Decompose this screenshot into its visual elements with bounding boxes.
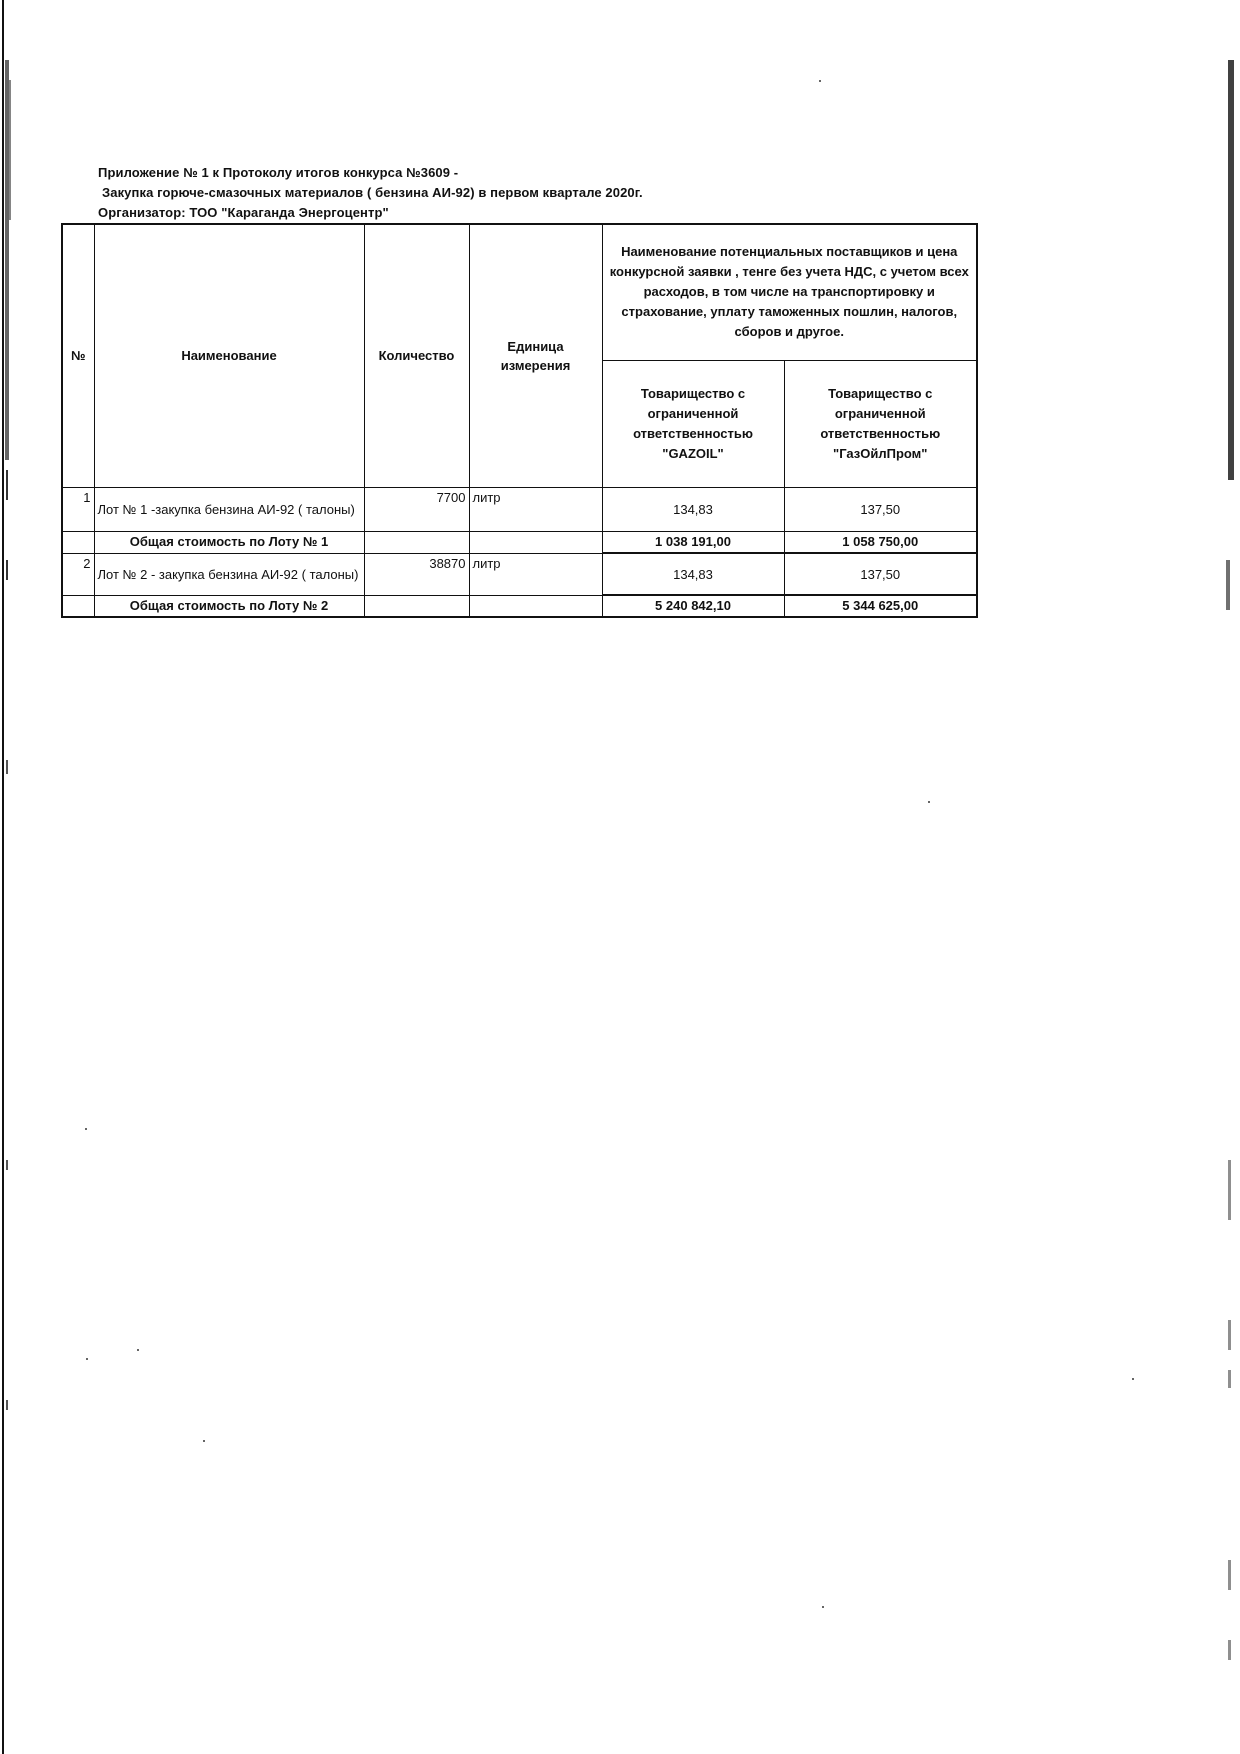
row-name: Лот № 2 - закупка бензина АИ-92 ( талоны) <box>94 553 364 595</box>
scan-speck <box>85 1128 87 1130</box>
row-price-gazoil: 134,83 <box>602 487 784 531</box>
total-number-empty <box>62 531 94 553</box>
table-row-total <box>62 531 977 553</box>
total-unit-empty <box>469 595 602 617</box>
col-header-suppliers: Наименование потенциальных поставщиков и цена конкурсной заявки , тенге без учета НДС, с учетом всех расходов, в том числе на транспортировку и страхование, уплату таможенных пошлин, налогов, сборов и другое. <box>602 224 977 360</box>
scan-edge-left <box>0 0 14 1754</box>
row-price-gazoilprom: 137,50 <box>784 553 977 595</box>
scan-speck <box>203 1440 205 1442</box>
row-unit: литр <box>469 553 602 595</box>
scan-speck <box>822 1606 824 1608</box>
header-subject-line: Закупка горюче-смазочных материалов ( бензина АИ-92) в первом квартале 2020г. <box>102 185 643 200</box>
col-header-number: № <box>62 224 94 487</box>
total-gazoilprom: 5 344 625,00 <box>784 595 977 617</box>
total-quantity-empty <box>364 595 469 617</box>
total-unit-empty <box>469 531 602 553</box>
scan-speck <box>819 80 821 82</box>
row-unit: литр <box>469 487 602 531</box>
total-label: Общая стоимость по Лоту № 1 <box>94 531 364 553</box>
scan-speck <box>928 801 930 803</box>
table-row <box>62 553 977 595</box>
col-header-supplier-gazoil: Товарищество с ограниченной ответственностью "GAZOIL" <box>602 360 784 487</box>
total-quantity-empty <box>364 531 469 553</box>
total-gazoilprom: 1 058 750,00 <box>784 531 977 553</box>
total-gazoil: 1 038 191,00 <box>602 531 784 553</box>
row-quantity: 7700 <box>364 487 469 531</box>
total-label: Общая стоимость по Лоту № 2 <box>94 595 364 617</box>
scan-speck <box>1132 1378 1134 1380</box>
col-header-quantity: Количество <box>364 224 469 487</box>
row-quantity: 38870 <box>364 553 469 595</box>
table-row-total <box>62 595 977 617</box>
header-organizer-line: Организатор: ТОО "Караганда Энергоцентр" <box>98 205 389 220</box>
row-price-gazoil: 134,83 <box>602 553 784 595</box>
col-header-unit: Единица измерения <box>469 224 602 487</box>
row-name: Лот № 1 -закупка бензина АИ-92 ( талоны) <box>94 487 364 531</box>
total-number-empty <box>62 595 94 617</box>
scan-edge-right <box>1224 0 1240 1754</box>
col-header-supplier-gazoilprom: Товарищество с ограниченной ответственностью "ГазОйлПром" <box>784 360 977 487</box>
scan-speck <box>137 1349 139 1351</box>
document-header <box>98 163 643 223</box>
total-gazoil: 5 240 842,10 <box>602 595 784 617</box>
header-annex-line: Приложение № 1 к Протоколу итогов конкурса №3609 - <box>98 165 459 180</box>
results-table <box>61 223 978 618</box>
row-number: 1 <box>62 487 94 531</box>
col-header-name: Наименование <box>94 224 364 487</box>
row-price-gazoilprom: 137,50 <box>784 487 977 531</box>
table-row <box>62 487 977 531</box>
scan-speck <box>86 1358 88 1360</box>
row-number: 2 <box>62 553 94 595</box>
